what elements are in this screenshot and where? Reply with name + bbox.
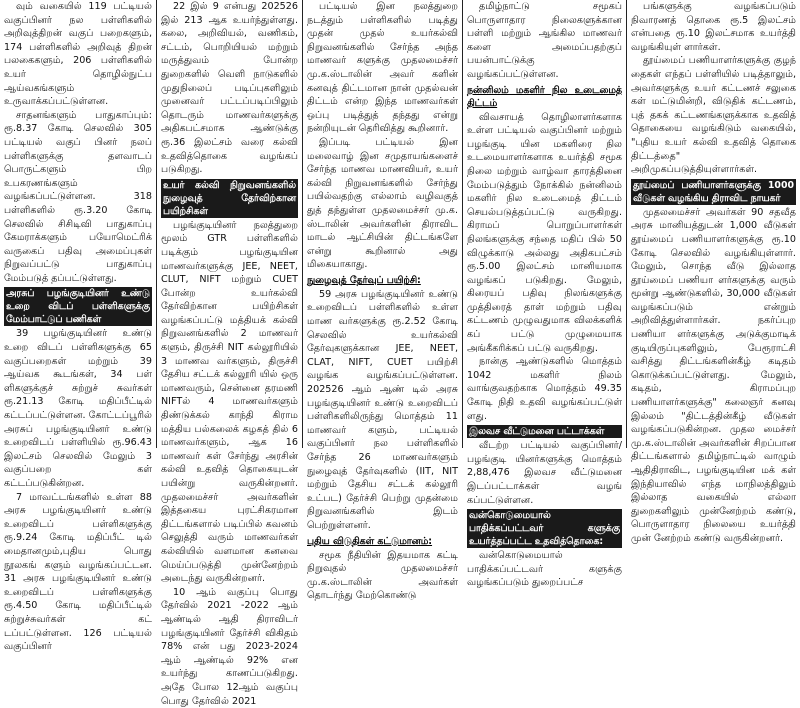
- article-paragraph: 39 பழங்குடியினர் உண்டு உறை விடப் பள்ளிகளுக்கு 65 வகுப்பறைகள் மற்றும் 39 ஆய்வக கூடங்கள், 34 பள் ளிகளுக்குச் சுற்றுச் சுவர்கள் ரூ.21.13 கோடி மதிப்பீட்டில் கட்டப்பட்டுள்ளன. கோட்டப்பூரில் அரசுப் பழங்குடியினர் உண்டு உறைவிடப் பள்ளியில் ரூ.96.43 இலட்சம் செலவில் மேலும் 3 வகுப்பறை கள் கட்டப்படுகின்றன.: [4, 328, 152, 489]
- article-column-2: [156, 0, 302, 707]
- article-column-3: [302, 0, 462, 602]
- article-column-4: [462, 0, 626, 589]
- article-paragraph: நான்கு ஆண்டுகளில் மொத்தம் 1042 மகளிர் நிலம் வாங்குவதற்காக மொத்தம் 49.35 கோடி நிதி உதவி வழங்கப்பட்டுள் ளது.: [467, 356, 622, 422]
- section-heading: வன்கொடுமையால் பாதிக்கப்பட்டவர் களுக்கு உயர்த்தப்பட்ட உதவித்தொகை:: [469, 510, 620, 548]
- article-paragraph: தூய்மைப் பணியாளர்களுக்கு குழந் தைகள் எந்தப் பள்ளியில் படித்தாலும், அவர்களுக்கு உயர் கட்டணச் சலுகை கள் மட்டுமின்றி, விடுதிக் கட்டணம், புத் தகக் கட்டணங்களுக்காக உதவித் தொகையை வழங்கிடும் வகையில், "புதிய உயர் கல்வி உதவித் தொகை திட்டத்தை" அறிமுகப்படுத்தியுள்ளார்கள்.: [631, 55, 796, 176]
- article-paragraph: சமூக நீதியின் இதயமாக கட்டி நிறுவுதல் முதலமைச்சர் மு.க.ஸ்டாலின் அவர்கள் தொடர்ந்து மேற்கொண்டு: [307, 549, 458, 602]
- section-heading: தூய்மைப் பணியாளர்களுக்கு 1000 வீடுகள் வழங்கிய திராவிட நாயகர்: [633, 179, 794, 204]
- section-heading: உயர் கல்வி நிறுவனங்களில் நுழைவுத் தேர்விற்கான பயிற்சிகள்: [163, 179, 296, 217]
- subsection-heading: நன்னிலம் மகளிர் நில உடைமைத் திட்டம்: [467, 84, 622, 109]
- article-paragraph: 7 மாவட்டங்களில் உள்ள 88 அரசு பழங்குடியினர் உண்டு உறைவிடப் பள்ளிகளுக்கு ரூ.9.24 கோடி மதிப்பீட் டில் மைதானமும்,புதிய பொது நூலகங் களும் வழங்கப்பட்டன. 31 அரசு பழங்குடியினர் உண்டு உறைவிடப் பள்ளிகளுக்கு ரூ.4.50 கோடி மதிப்பீட்டில் சுற்றுச்சுவர்கள் கட் டப்பட்டுள்ளன. 126 பட்டியல் வகுப்பினர்: [4, 491, 152, 653]
- article-paragraph: 22 இல் 9 என்பது 202526 இல் 213 ஆக உயர்ந்துள்ளது. கலை, அறிவியல், வணிகம், சட்டம், பொறியியல் மற்றும் மருத்துவம் போன்ற துறைகளில் வெளி நாடுகளில் முதுநிலைப் படிப்புகளிலும் முனைவர் பட்டப்படிப்பிலும் தொடரும் மாணவர்களுக்கு அதிகபட்சமாக ஆண்டுக்கு ரூ.36 இலட்சம் வரை கல்வி உதவித்தொகை வழங்கப் படுகிறது.: [161, 1, 298, 176]
- article-column-5: [626, 0, 800, 544]
- article-paragraph: வன்கொடுமையால் பாதிக்கப்பட்டவர் களுக்கு வழங்கப்படும் துறைப்பட்ச: [467, 550, 622, 589]
- section-heading: அரசுப் பழங்குடியினர் உண்டு உறை விடப் பள்ளிகளுக்கு மேம்பாட்டுப் பணிகள்: [6, 288, 150, 326]
- article-column-1: [0, 0, 156, 653]
- article-paragraph: வும் வகையில் 119 பட்டியல் வகுப்பினர் நல பள்ளிகளில் அறிவுத்திறன் வகுப் பறைகளும், 174 பள்ளிகளில் அறிவுத் திறன் பலகைகளும், 206 பள்ளிகளில் உயர் தொழில்நுட்ப ஆய்வகங்களும் உருவாக்கப்பட்டுள்ளன.: [4, 1, 152, 108]
- article-paragraph: பங்களுக்கு வழங்கப்படும் நிவாரணத் தொகை ரூ.5 இலட்சம் என்பதை ரூ.10 இலட்சமாக உயர்த்தி வழங்கியுள் ளார்கள்.: [631, 1, 796, 53]
- section-heading: இலவச வீட்டுமனை பட்டாக்கள்: [467, 425, 622, 438]
- article-paragraph: 59 அரசு பழங்குடியினர் உண்டு உறைவிடப் பள்ளிகளில் உள்ள மாண வர்களுக்கு ரூ.2.52 கோடி செலவில் உயர்கல்வி தேர்வுகளுக்கான JEE, NEET, CLAT, NIFT, CUET பயிற்சி வழங்க வழங்கப்பட்டுள்ளன. 202526 ஆம் ஆண் டில் அரசு பழங்குடியினர் உண்டு உறைவிடப் பள்ளிகளிலிருந்து மொத்தம் 11 மாணவர் களும், பட்டியல் வகுப்பினர் நல பள்ளிகளில் சேர்ந்த 26 மாணவர்களும் நுழைவுத் தேர்வுகளில் (IIT, NIT மற்றும் தேசிய சட்டக் கல்லூரி உட்பட) தேர்ச்சி பெற்று முதன்மை நிறுவனங்களில் இடம் பெற்றுள்ளனர்.: [307, 288, 458, 531]
- article-paragraph: சாதனங்களும் பாதுகாப்பும்: ரூ.8.37 கோடி செலவில் 305 பட்டியல் வகுப் பினர் நலப் பள்ளிகளுக்கு தளவாடப் பொருட்களும் பிற உபகரணங்களும் வழங்கப்பட்டுள்ளன. 318 பள்ளிகளில் ரூ.3.20 கோடி செலவில் சிசிடிவி பாதுகாப்பு கேமராக்களும் பயோமெட்ரிக் வருகைப் பதிவு அமைப்புகள் நிறுவப்பட்டு பாதுகாப்பு மேம்படுத் தப்பட்டுள்ளது.: [4, 109, 152, 284]
- article-paragraph: 10 ஆம் வகுப்பு பொது தேர்வில் 2021 -2022 ஆம் ஆண்டில் ஆதி திராவிடர் பழங்குடியினர் தேர்ச்சி விகிதம் 78% என் பது 2023-2024 ஆம் ஆண்டில் 92% என உயர்ந்து காணப்படுகிறது. அதே போல 12ஆம் வகுப்பு பொது தேர்வில் 2021: [161, 586, 298, 707]
- article-paragraph: விவசாயத் தொழிலாளர்களாக உள்ள பட்டியல் வகுப்பினர் மற்றும் பழங்குடி யின மகளிரை நில உடமையாளர்களாக உயர்த்தி சமூக நிலை மற்றும் வாழ்வா தாரத்தினை மேம்படுத்தும் நோக்கில் நன்னிலம் மகளிர் நில உடைமைத் திட்டம் செயல்படுத்தப்பட்டு வருகிறது. கிராமப் பொறுப்பாளர்கள் நிலங்களுக்கு சந்தை மதிப் பில் 50 விழுக்காடு அல்லது அதிகபட்சம் ரூ.5.00 இலட்சம் மானியமாக வழங்கப் படுகிறது. மேலும், கிரையப் பதிவு நிலங்களுக்கு முத்திரைத் தாள் மற்றும் பதிவு கட்டணம் முழுவதுமாக விலக்களிக் கப் பட்டு முழுமையாக அங்கீகரிக்கப் பட்டு வருகிறது.: [467, 111, 622, 354]
- article-paragraph: வீடற்ற பட்டியல் வகுப்பினர்/பழங்குடி யினர்களுக்கு மொத்தம் 2,88,476 இலவச வீட்டுமனை இடப்பட்டாக்கள் வழங் கப்பட்டுள்ளன.: [467, 440, 622, 506]
- article-paragraph: முதலமைச்சர் அவர்கள் 90 சதவீத அரசு மானியத்துடன் 1,000 வீடுகள் தூய்மைப் பணியாளர்களுக்கு ரூ.10 கோடி செலவில் வழங்கியுள்ளார். மேலும், சொந்த வீடு இல்லாத தூய்மைப் பணியா ளர்களுக்கு வரும் மூன்று ஆண்டுகளில், 30,000 வீடுகள் வழங்கப்படும் என்றும் அறிவித்துள்ளார்கள். நகர்ப்புற பணியா ளர்களுக்கு அடுக்குமாடிக் குடியிருப்புகளிலும், பேரூராட்சி வசித்து திட்டங்களின்கீழ் கடிதம் கொடுக்கப்பட்டுள்ளது. மேலும், கடிதம், கிராமப்புற பணியாளர்களுக்கு" கலைஞர் கனவு இல்லம் "திட்டத்தின்கீழ் வீடுகள் வழங்கப்படுகின்றன. முதல மைச்சர் மு.க.ஸ்டாலின் அவர்களின் சிறப்பான திட்டங்களால் தமிழ்நாட்டில் வாழும் ஆதிதிராவிட, பழங்குடியின மக் கள் இந்தியாவில் எந்த மாநிலத்திலும் இல்லாத வகையில் எல்லா துறைகளிலும் முன்னேற்றம் கண்டு, பொருளாதார நிலையை உயர்த்தி முன் னேற்றம் கண்டு வருகின்றனர்.: [631, 206, 796, 544]
- article-paragraph: பட்டியல் இன நலத்துறை நடத்தும் பள்ளிகளில் படித்து முதன் முதல் உயர்கல்வி நிறுவனங்களில் சேர்ந்த அந்த மாணவர் களுக்கு முதலமைச்சர் மு.க.ஸ்டாலின் அவர் களின் கனவுத் திட்டமான நான் முதல்வன் திட்டம் என்ற இந்த மாணவர்கள் ஒப்பு படித்துத் தந்தது என்று நன்றியுடன் தெரிவித்து கூறினார்.: [307, 1, 458, 135]
- article-paragraph: இப்படி பட்டியல் இன மலைவாழ் இன சமுதாயங்களைச் சேர்ந்த மாணவ மாணவியர், உயர் கல்வி நிறுவனங்களில் சேர்ந்து பயில்வதற்கு எல்லாம் வழிவகுத் துத் தந்துள்ள முதலமைச்சர் மு.க. ஸ்டாலின் அவர்களின் திராவிட மாடல் ஆட்சியின் திட்டங்களே என்று கூறினால் அது மிகையாகாது.: [307, 136, 458, 271]
- subsection-heading: நுழைவுத் தேர்வுப் பயிற்சி:: [307, 274, 421, 286]
- article-paragraph: தமிழ்நாட்டு சமூகப் பொருளாதார நிலைகளுக்கான பள்ளி மற்றும் ஆங்கில மாணவர் களை அமைப்பதற்குப் பயன்பாட்டுக்கு வழங்கப்பட்டுள்ளன.: [467, 1, 622, 80]
- article-paragraph: பழங்குடியினர் நலத்துறை மூலம் GTR பள்ளிகளில் படிக்கும் பழங்குடியின மாணவர்களுக்கு JEE, NEET, CLUT, NIFT மற்றும் CUET போன்ற உயர்கல்வி தேர்விற்கான பயிற்சிகள் வழங்கப்பட்டு மத்தியக் கல்வி நிறுவனங்களில் 2 மாணவர் களும், திருச்சி NIT கல்லூரியில் 3 மாணவ வர்களும், திருச்சி தேசிய சட்டக் கல்லூரி யில் ஒரு மாணவரும், சென்னை தரமணி NIFTல் 4 மாணவர்களும் திண்டுக்கல் காந்தி கிராம மத்திய பல்கலைக் கழகத் தில் 6 மாணவர்களும், ஆக 16 மாணவர் கள் சேர்ந்து அரசின் கல்வி உதவித் தொகையுடன் பயின்று வருகின்றனர். முதலமைச்சர் அவர்களின் இத்தகைய புரட்சிகரமான திட்டங்களால் படிப்பில் கவனம் செலுத்தி வரும் மாணவர்கள் கல்வியில் வளமான கனவை மெய்ப்படுத்தி முன்னேற்றம் அடைந்து வருகின்றனர்.: [161, 219, 298, 585]
- subsection-heading: புதிய விடுதிகள் கட்டுமானம்:: [307, 535, 433, 547]
